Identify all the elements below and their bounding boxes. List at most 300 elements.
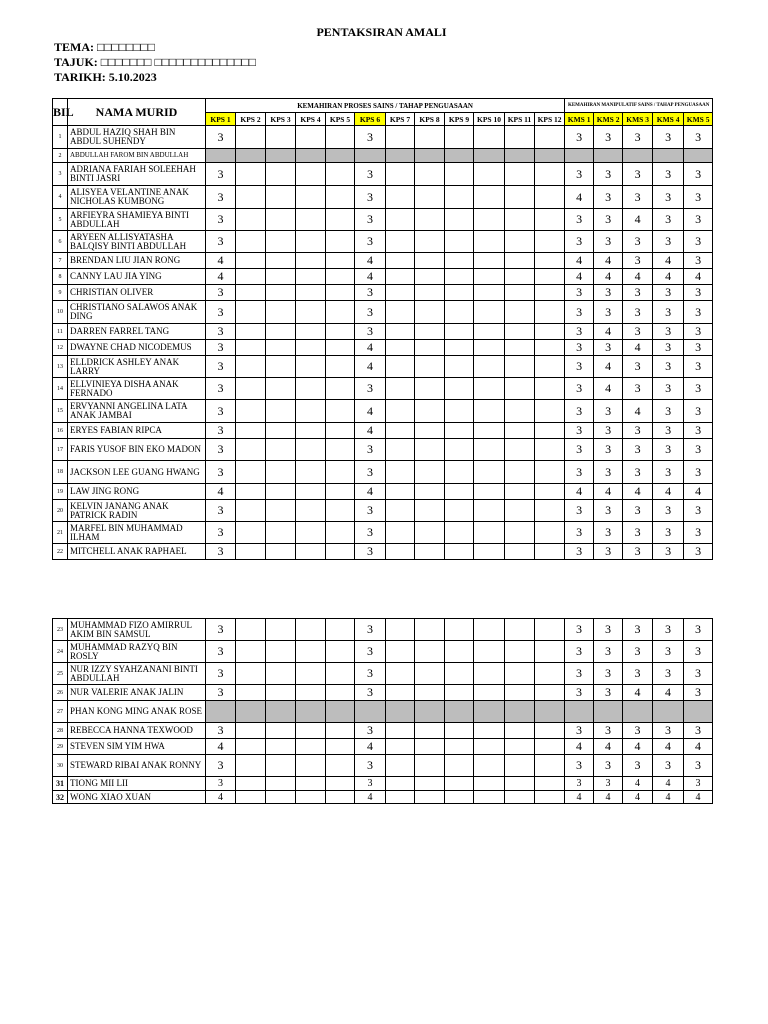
score-cell [474,500,505,522]
score-cell [535,231,565,253]
score-cell [266,791,296,804]
student-row [53,791,713,804]
score-cell [386,231,415,253]
score-cell: 3 [594,209,623,231]
score-cell [445,484,474,500]
score-cell [386,461,415,484]
score-cell: 3 [565,423,594,439]
score-cell [206,701,236,723]
score-cell [445,253,474,269]
score-cell: 3 [594,126,623,149]
score-cell: 3 [653,285,684,301]
score-cell [236,209,266,231]
score-cell [266,641,296,663]
score-cell [415,378,445,400]
score-cell [236,619,266,641]
score-cell [296,685,326,701]
score-cell [445,285,474,301]
score-cell [206,149,236,163]
score-cell: 3 [684,619,713,641]
score-cell: 4 [355,484,386,500]
score-cell: 4 [653,253,684,269]
bil-cell: 12 [53,340,68,356]
score-cell [474,231,505,253]
score-cell [505,439,535,461]
score-cell [236,777,266,791]
score-cell [326,186,355,209]
score-cell: 3 [684,663,713,685]
score-cell: 4 [623,340,653,356]
score-cell: 3 [206,777,236,791]
score-cell [296,269,326,285]
score-cell: 3 [594,723,623,739]
score-cell [266,701,296,723]
tajuk-line [54,55,256,69]
score-cell [474,324,505,340]
score-cell: 3 [684,500,713,522]
score-cell [535,253,565,269]
score-cell [415,285,445,301]
score-cell: 3 [565,231,594,253]
student-name-cell: CANNY LAU JIA YING [68,269,206,285]
score-cell [415,619,445,641]
score-cell [474,641,505,663]
score-cell: 4 [565,739,594,755]
score-cell: 3 [565,324,594,340]
score-cell: 4 [565,791,594,804]
student-name-cell: MUHAMMAD RAZYQ BIN ROSLY [68,641,206,663]
score-cell: 3 [653,231,684,253]
score-cell [386,663,415,685]
column-header-kps-1: KPS 1 [206,113,236,126]
score-cell [445,461,474,484]
score-cell [386,701,415,723]
student-row [53,522,713,544]
score-cell [474,439,505,461]
bil-header: BIL [53,99,68,126]
score-cell [386,400,415,423]
score-cell [296,253,326,269]
score-cell [296,126,326,149]
score-cell: 3 [653,439,684,461]
score-cell [296,378,326,400]
student-name-cell: ELLVINIEYA DISHA ANAK FERNADO [68,378,206,400]
score-cell [386,356,415,378]
score-cell [535,723,565,739]
bil-cell: 30 [53,755,68,777]
student-row [53,739,713,755]
bil-cell: 28 [53,723,68,739]
score-cell: 3 [355,777,386,791]
column-header-kms-4: KMS 4 [653,113,684,126]
student-row [53,423,713,439]
score-cell [505,356,535,378]
column-header-kps-5: KPS 5 [326,113,355,126]
student-name-cell: DARREN FARREL TANG [68,324,206,340]
score-cell [535,439,565,461]
score-cell: 3 [623,619,653,641]
score-cell [474,723,505,739]
score-cell [415,663,445,685]
score-cell [296,439,326,461]
score-cell: 3 [594,461,623,484]
score-cell: 3 [684,163,713,186]
student-row [53,461,713,484]
score-cell [623,701,653,723]
score-cell [266,777,296,791]
column-header-kps-7: KPS 7 [386,113,415,126]
score-cell: 3 [623,522,653,544]
score-cell [296,400,326,423]
student-name-cell: STEVEN SIM YIM HWA [68,739,206,755]
score-cell: 3 [653,755,684,777]
score-cell: 3 [594,285,623,301]
student-name-cell: REBECCA HANNA TEXWOOD [68,723,206,739]
column-header-kms-2: KMS 2 [594,113,623,126]
score-cell: 3 [684,423,713,439]
student-row [53,701,713,723]
bil-cell: 7 [53,253,68,269]
score-cell: 3 [355,285,386,301]
score-cell: 3 [594,186,623,209]
score-cell [474,400,505,423]
score-cell [535,641,565,663]
score-cell [415,641,445,663]
score-cell: 3 [206,755,236,777]
score-cell: 3 [594,163,623,186]
score-cell [326,340,355,356]
score-cell: 4 [623,791,653,804]
bil-cell: 20 [53,500,68,522]
score-cell [266,231,296,253]
student-name-cell: JACKSON LEE GUANG HWANG [68,461,206,484]
score-cell: 3 [565,755,594,777]
score-cell [326,544,355,560]
score-cell [415,269,445,285]
score-cell [386,253,415,269]
student-row [53,231,713,253]
score-cell [565,701,594,723]
student-row [53,484,713,500]
score-cell [386,755,415,777]
score-cell: 3 [206,544,236,560]
score-cell [236,400,266,423]
score-cell [415,544,445,560]
score-cell [445,619,474,641]
score-cell [505,739,535,755]
score-cell [296,461,326,484]
score-cell [535,423,565,439]
student-name-cell: ABDULLAH FAROM BIN ABDULLAH [68,149,206,163]
column-header-kms-3: KMS 3 [623,113,653,126]
score-cell [684,701,713,723]
score-cell: 4 [594,269,623,285]
score-cell [474,253,505,269]
score-cell [236,791,266,804]
score-cell: 3 [623,231,653,253]
score-cell [505,378,535,400]
score-cell [535,663,565,685]
score-cell: 3 [653,663,684,685]
score-cell [386,484,415,500]
score-cell [445,301,474,324]
score-cell: 3 [623,439,653,461]
score-cell: 3 [206,356,236,378]
score-cell [386,126,415,149]
score-cell [266,522,296,544]
score-cell: 3 [594,423,623,439]
student-name-cell: MARFEL BIN MUHAMMAD ILHAM [68,522,206,544]
score-cell [236,439,266,461]
score-cell: 3 [684,777,713,791]
score-cell [474,163,505,186]
score-cell: 3 [355,755,386,777]
score-cell [445,522,474,544]
score-cell [236,301,266,324]
score-cell: 3 [684,209,713,231]
score-cell: 3 [206,324,236,340]
score-cell [326,777,355,791]
score-cell [445,400,474,423]
score-cell: 3 [684,755,713,777]
score-cell [326,301,355,324]
score-cell [684,149,713,163]
score-cell: 4 [653,791,684,804]
score-cell: 3 [355,439,386,461]
score-cell [266,423,296,439]
score-cell: 4 [594,356,623,378]
bil-cell: 29 [53,739,68,755]
score-cell: 3 [623,186,653,209]
score-cell [386,500,415,522]
score-cell: 3 [653,324,684,340]
column-header-kms-1: KMS 1 [565,113,594,126]
student-name-cell: ALISYEA VELANTINE ANAK NICHOLAS KUMBONG [68,186,206,209]
score-cell: 3 [684,126,713,149]
student-row [53,777,713,791]
score-cell [236,231,266,253]
score-cell: 3 [594,439,623,461]
student-name-cell: LAW JING RONG [68,484,206,500]
score-cell: 4 [355,791,386,804]
score-cell [505,461,535,484]
score-cell [505,500,535,522]
score-cell [505,701,535,723]
student-row [53,641,713,663]
score-cell [415,340,445,356]
score-cell [296,791,326,804]
student-name-cell: MUHAMMAD FIZO AMIRRUL AKIM BIN SAMSUL [68,619,206,641]
score-cell: 3 [684,723,713,739]
score-cell [474,378,505,400]
score-cell: 3 [653,522,684,544]
score-cell: 3 [594,685,623,701]
score-cell [415,149,445,163]
score-cell [236,186,266,209]
kps-group-header: KEMAHIRAN PROSES SAINS / TAHAP PENGUASAAN [206,99,565,113]
score-cell [474,685,505,701]
score-cell [296,423,326,439]
score-cell [594,701,623,723]
score-cell: 3 [684,522,713,544]
score-cell [326,439,355,461]
score-cell: 3 [206,461,236,484]
score-cell: 3 [565,209,594,231]
score-cell: 3 [653,340,684,356]
score-cell: 3 [594,301,623,324]
student-row [53,400,713,423]
score-cell [445,544,474,560]
score-cell: 3 [355,723,386,739]
score-cell: 4 [653,777,684,791]
score-cell: 3 [206,500,236,522]
score-cell: 3 [653,544,684,560]
score-cell: 3 [206,186,236,209]
score-cell [565,149,594,163]
score-cell [415,400,445,423]
score-cell [386,269,415,285]
score-cell [236,701,266,723]
score-cell [326,423,355,439]
score-cell: 3 [653,356,684,378]
score-cell [386,378,415,400]
score-cell [535,619,565,641]
score-cell [355,701,386,723]
score-cell [415,253,445,269]
score-cell: 3 [594,619,623,641]
score-cell [296,285,326,301]
score-cell [535,269,565,285]
score-cell [415,423,445,439]
score-cell [474,356,505,378]
score-cell [296,186,326,209]
score-cell [445,149,474,163]
score-cell [505,755,535,777]
score-cell: 4 [355,400,386,423]
score-cell [386,209,415,231]
score-cell: 3 [623,126,653,149]
student-row [53,186,713,209]
tema-label: TEMA: [54,40,94,54]
score-cell [535,356,565,378]
score-cell: 4 [623,685,653,701]
score-cell: 3 [623,163,653,186]
student-row [53,269,713,285]
student-row [53,378,713,400]
score-cell [535,755,565,777]
score-cell [445,663,474,685]
score-cell [535,544,565,560]
bil-cell: 3 [53,163,68,186]
score-cell: 3 [594,400,623,423]
score-cell [445,324,474,340]
score-cell: 3 [594,663,623,685]
score-cell [266,149,296,163]
score-cell [505,186,535,209]
score-cell [296,701,326,723]
score-cell [386,324,415,340]
score-cell [415,484,445,500]
score-cell: 3 [565,378,594,400]
score-cell [326,324,355,340]
score-cell [505,126,535,149]
score-cell [236,126,266,149]
score-cell [386,723,415,739]
score-cell [266,400,296,423]
score-cell: 4 [594,324,623,340]
score-cell [623,149,653,163]
student-row [53,209,713,231]
bil-cell: 6 [53,231,68,253]
score-cell [326,461,355,484]
score-cell [474,522,505,544]
score-cell [653,149,684,163]
score-cell [386,439,415,461]
score-cell [445,439,474,461]
score-cell [415,186,445,209]
score-cell: 3 [594,500,623,522]
score-cell [415,791,445,804]
score-cell [415,356,445,378]
bil-cell: 31 [53,777,68,791]
score-cell: 3 [355,544,386,560]
student-row [53,253,713,269]
score-cell [386,340,415,356]
score-cell [474,186,505,209]
score-cell: 3 [355,209,386,231]
assessment-table-page1 [52,98,713,560]
tajuk-label: TAJUK: [54,55,98,69]
score-cell [445,269,474,285]
score-cell [266,285,296,301]
score-cell [326,356,355,378]
score-cell: 3 [623,356,653,378]
score-cell: 3 [565,619,594,641]
column-header-kps-6: KPS 6 [355,113,386,126]
score-cell [326,400,355,423]
score-cell [445,641,474,663]
score-cell: 4 [355,739,386,755]
score-cell [535,791,565,804]
score-cell [266,378,296,400]
score-cell [505,685,535,701]
score-cell [326,209,355,231]
score-cell [266,663,296,685]
score-cell: 3 [653,423,684,439]
tarikh-label: TARIKH: [54,70,106,84]
score-cell: 3 [623,461,653,484]
score-cell [386,423,415,439]
score-cell: 4 [355,340,386,356]
score-cell [266,723,296,739]
column-header-kps-9: KPS 9 [445,113,474,126]
score-cell: 4 [623,269,653,285]
column-header-kps-2: KPS 2 [236,113,266,126]
score-cell: 3 [623,324,653,340]
score-cell: 3 [565,500,594,522]
score-cell: 3 [653,186,684,209]
score-cell [266,301,296,324]
student-name-cell: DWAYNE CHAD NICODEMUS [68,340,206,356]
score-cell [266,484,296,500]
score-cell [474,755,505,777]
column-header-kps-11: KPS 11 [505,113,535,126]
score-cell [236,269,266,285]
score-cell: 4 [206,791,236,804]
score-cell: 3 [623,755,653,777]
score-cell: 3 [355,324,386,340]
score-cell [505,723,535,739]
